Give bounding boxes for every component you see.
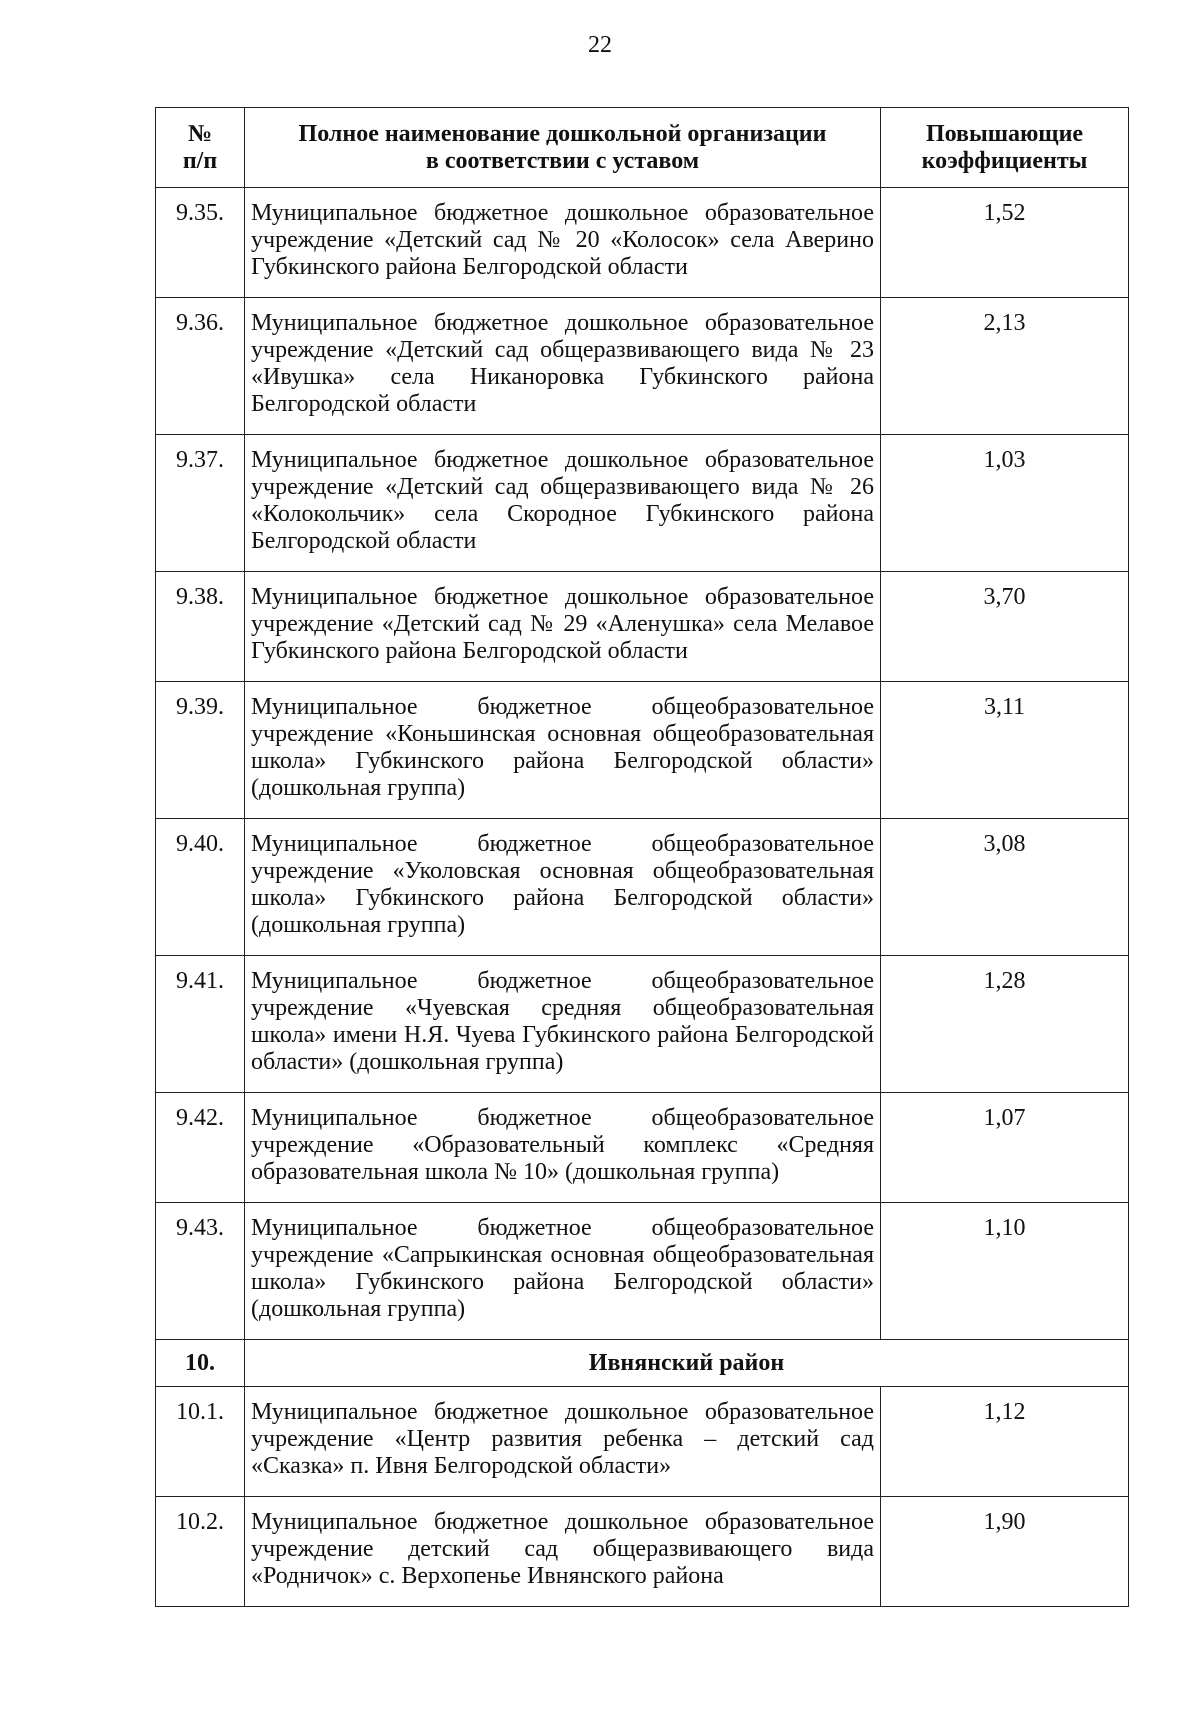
row-name: Муниципальное бюджетное дошкольное образовательное учреждение «Детский сад № 20 «Колосок» села Аверино Губкинского района Белгородской области <box>245 188 881 298</box>
row-coef: 2,13 <box>881 298 1129 435</box>
row-num: 9.41. <box>156 956 245 1093</box>
row-coef: 3,08 <box>881 819 1129 956</box>
table-row <box>156 435 1129 572</box>
table-header-row <box>156 108 1129 188</box>
row-coef: 1,12 <box>881 1387 1129 1497</box>
row-coef: 1,90 <box>881 1497 1129 1607</box>
table-row <box>156 188 1129 298</box>
row-num: 9.36. <box>156 298 245 435</box>
row-num: 9.37. <box>156 435 245 572</box>
row-name: Муниципальное бюджетное общеобразовательное учреждение «Чуевская средняя общеобразовательная школа» имени Н.Я. Чуева Губкинского района Белгородской области» (дошкольная группа) <box>245 956 881 1093</box>
row-name: Муниципальное бюджетное дошкольное образовательное учреждение «Центр развития ребенка – детский сад «Сказка» п. Ивня Белгородской области» <box>245 1387 881 1497</box>
row-num: 9.43. <box>156 1203 245 1340</box>
page-number: 22 <box>588 32 612 58</box>
row-num: 9.39. <box>156 682 245 819</box>
table-row <box>156 1203 1129 1340</box>
row-name: Муниципальное бюджетное дошкольное образовательное учреждение «Детский сад № 29 «Аленушка» села Мелавое Губкинского района Белгородской области <box>245 572 881 682</box>
row-name: Муниципальное бюджетное общеобразовательное учреждение «Уколовская основная общеобразовательная школа» Губкинского района Белгородской области» (дошкольная группа) <box>245 819 881 956</box>
section-num: 10. <box>156 1340 245 1387</box>
header-num: № п/п <box>156 108 245 188</box>
table-row <box>156 1387 1129 1497</box>
coefficients-table <box>155 107 1129 1607</box>
header-coef: Повышающие коэффициенты <box>881 108 1129 188</box>
table-row <box>156 298 1129 435</box>
table-row <box>156 819 1129 956</box>
row-coef: 1,10 <box>881 1203 1129 1340</box>
row-num: 9.35. <box>156 188 245 298</box>
row-coef: 3,11 <box>881 682 1129 819</box>
row-name: Муниципальное бюджетное дошкольное образовательное учреждение «Детский сад общеразвивающего вида № 26 «Колокольчик» села Скородное Губкинского района Белгородской области <box>245 435 881 572</box>
row-num: 9.40. <box>156 819 245 956</box>
row-name: Муниципальное бюджетное общеобразовательное учреждение «Образовательный комплекс «Средняя образовательная школа № 10» (дошкольная группа) <box>245 1093 881 1203</box>
row-coef: 1,07 <box>881 1093 1129 1203</box>
section-row <box>156 1340 1129 1387</box>
row-num: 10.2. <box>156 1497 245 1607</box>
header-name: Полное наименование дошкольной организации в соответствии с уставом <box>245 108 881 188</box>
row-num: 9.38. <box>156 572 245 682</box>
row-name: Муниципальное бюджетное дошкольное образовательное учреждение «Детский сад общеразвивающего вида № 23 «Ивушка» села Никаноровка Губкинского района Белгородской области <box>245 298 881 435</box>
row-coef: 1,52 <box>881 188 1129 298</box>
table-row <box>156 1093 1129 1203</box>
table-row <box>156 682 1129 819</box>
row-coef: 3,70 <box>881 572 1129 682</box>
row-num: 10.1. <box>156 1387 245 1497</box>
row-coef: 1,28 <box>881 956 1129 1093</box>
row-num: 9.42. <box>156 1093 245 1203</box>
row-name: Муниципальное бюджетное общеобразовательное учреждение «Коньшинская основная общеобразовательная школа» Губкинского района Белгородской области» (дошкольная группа) <box>245 682 881 819</box>
row-coef: 1,03 <box>881 435 1129 572</box>
section-title: Ивнянский район <box>245 1340 1129 1387</box>
row-name: Муниципальное бюджетное дошкольное образовательное учреждение детский сад общеразвивающего вида «Родничок» с. Верхопенье Ивнянского района <box>245 1497 881 1607</box>
table-row <box>156 1497 1129 1607</box>
table-row <box>156 956 1129 1093</box>
row-name: Муниципальное бюджетное общеобразовательное учреждение «Сапрыкинская основная общеобразовательная школа» Губкинского района Белгородской области» (дошкольная группа) <box>245 1203 881 1340</box>
table-row <box>156 572 1129 682</box>
